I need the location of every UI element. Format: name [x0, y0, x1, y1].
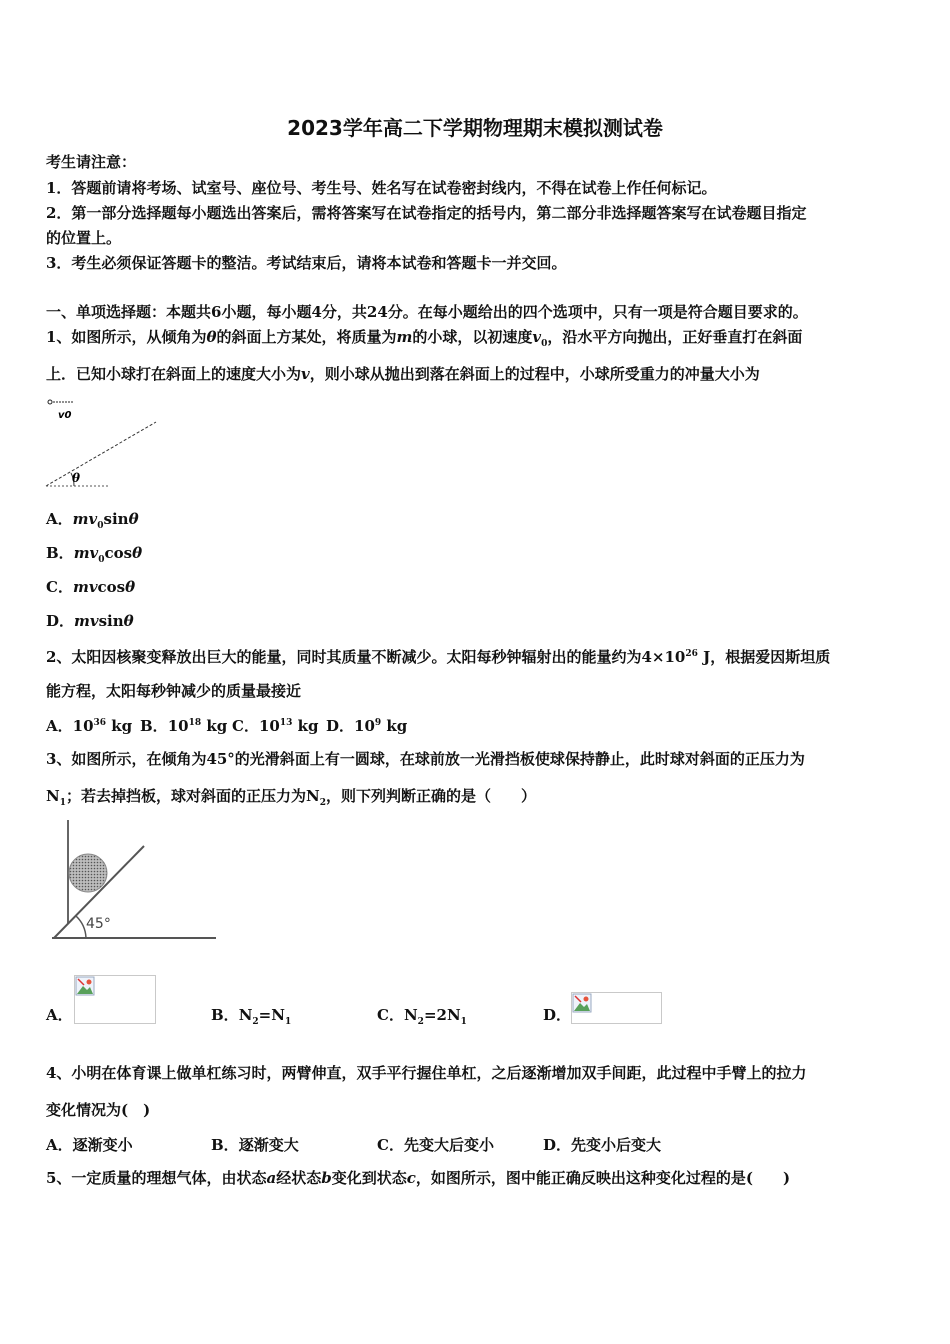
question-3-option-c: C．$N_2=2N_1$ — [377, 1006, 467, 1027]
question-2-option-b: B．$10^{18}$ kg — [140, 717, 228, 735]
option-a-image — [74, 975, 156, 1024]
notice-item: 2．第一部分选择题每小题选出答案后，需将答案写在试卷指定的括号内，第二部分非选择题答案写在试卷题目指定 — [46, 204, 807, 222]
v0-label: v0 — [58, 410, 72, 421]
incline-projectile-figure — [44, 396, 160, 492]
section-heading: 一、单项选择题：本题共6小题，每小题4分，共24分。在每小题给出的四个选项中，只有一项是符合题目要求的。 — [46, 303, 808, 321]
question-1-line-1: 1、如图所示，从倾角为θ的斜面上方某处，将质量为m的小球，以初速度$v_0$，沿水平方向抛出，正好垂直打在斜面 — [46, 328, 803, 349]
ball — [69, 854, 107, 892]
broken-image-icon — [572, 993, 592, 1013]
question-2-option-a: A．$10^{36}$ kg — [46, 717, 133, 735]
notice-heading: 考生请注意： — [46, 153, 137, 171]
theta-label: θ — [72, 471, 81, 485]
broken-image-icon — [75, 976, 95, 996]
question-1-option-b: B．$mv_0\cos\theta$ — [46, 544, 143, 565]
question-1-option-a: A．$mv_0\sin\theta$ — [46, 510, 139, 531]
question-3-option-a: A． — [46, 1006, 73, 1024]
question-1-option-d: D．mvsinθ — [46, 612, 134, 630]
question-1-option-c: C．mvcosθ — [46, 578, 136, 596]
notice-item: 3．考生必须保证答题卡的整洁。考试结束后，请将本试卷和答题卡一并交回。 — [46, 254, 567, 272]
question-2-line-1: 2、太阳因核聚变释放出巨大的能量，同时其质量不断减少。太阳每秒钟辐射出的能量约为$4\times 10^{26}$ J，根据爱因斯坦质 — [46, 648, 831, 666]
notice-item: 的位置上。 — [46, 229, 122, 247]
angle-label: 45° — [86, 916, 111, 932]
question-2-option-d: D．$10^9$ kg — [326, 717, 408, 735]
question-3-line-1: 3、如图所示，在倾角为45°的光滑斜面上有一圆球，在球前放一光滑挡板使球保持静止，此时球对斜面的正压力为 — [46, 750, 805, 768]
ball-on-incline-figure — [48, 816, 220, 944]
question-4-line-1: 4、小明在体育课上做单杠练习时，两臂伸直，双手平行握住单杠，之后逐渐增加双手间距，此过程中手臂上的拉力 — [46, 1064, 807, 1082]
option-d-image — [571, 992, 662, 1024]
question-4-option-b: B．逐渐变大 — [211, 1136, 299, 1154]
question-1-line-2: 上．已知小球打在斜面上的速度大小为v，则小球从抛出到落在斜面上的过程中，小球所受重力的冲量大小为 — [46, 365, 760, 383]
question-2-option-c: C．$10^{13}$ kg — [232, 717, 319, 735]
question-2-line-2: 能方程，太阳每秒钟减少的质量最接近 — [46, 682, 302, 700]
ball-icon — [48, 400, 52, 404]
question-4-line-2: 变化情况为( ) — [46, 1101, 151, 1119]
page-title: 2023学年高二下学期物理期末模拟测试卷 — [287, 116, 663, 140]
question-4-option-a: A．逐渐变小 — [46, 1136, 133, 1154]
question-4-option-d: D．先变小后变大 — [543, 1136, 662, 1154]
question-4-option-c: C．先变大后变小 — [377, 1136, 494, 1154]
question-3-option-d: D． — [543, 1006, 572, 1024]
notice-item: 1．答题前请将考场、试室号、座位号、考生号、姓名写在试卷密封线内，不得在试卷上作任何标记。 — [46, 179, 717, 197]
question-3-option-b: B．$N_2=N_1$ — [211, 1006, 292, 1027]
question-3-line-2: $N_1$；若去掉挡板，球对斜面的正压力为$N_2$，则下列判断正确的是（ ） — [46, 787, 536, 808]
question-5-line-1: 5、一定质量的理想气体，由状态a经状态b变化到状态c，如图所示，图中能正确反映出这种变化过程的是( ) — [46, 1169, 791, 1187]
